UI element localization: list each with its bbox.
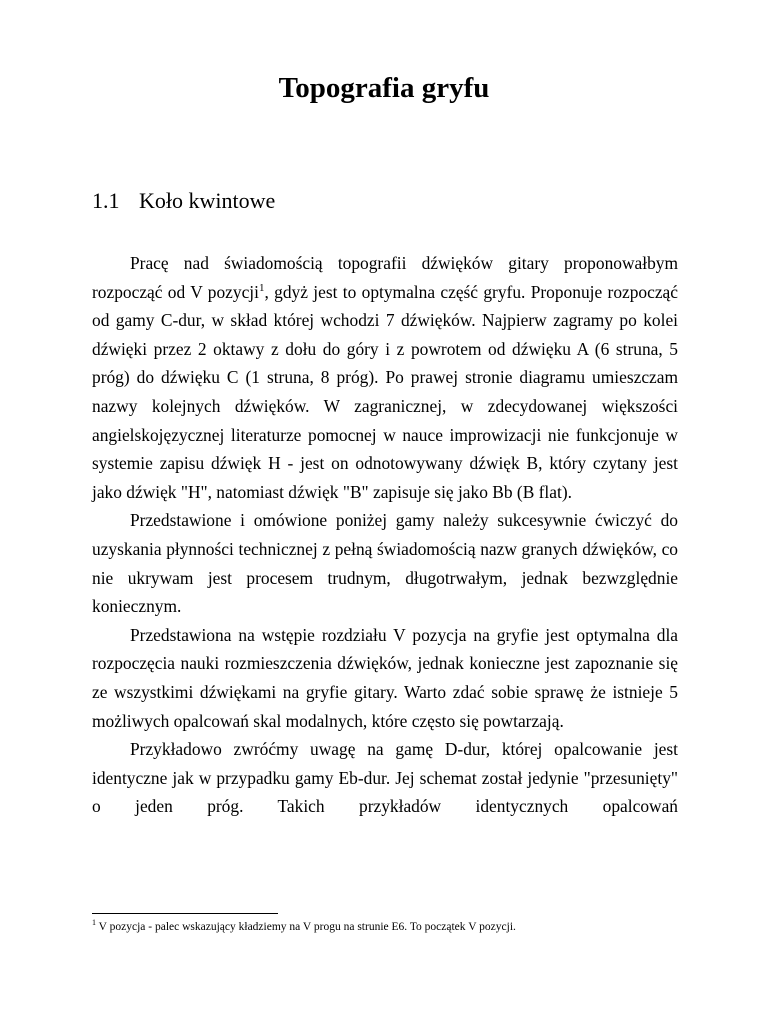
footnote-reference[interactable]: 1 bbox=[258, 281, 265, 294]
body-text bbox=[92, 249, 678, 821]
footnote-marker: 1 bbox=[92, 918, 96, 928]
paragraph-3: Przedstawiona na wstępie rozdziału V pozycja na gryfie jest optymalna dla rozpoczęcia nauki rozmieszczenia dźwięków, jednak konieczne jest zapoznanie się ze wszystkimi dźwiękami na gryfie gitary. Warto zdać sobie sprawę że istnieje 5 możliwych opalcowań skal modalnych, które często się powtarzają. bbox=[92, 624, 678, 731]
paragraph-1 bbox=[92, 249, 678, 506]
section-title: Koło kwintowe bbox=[139, 188, 276, 213]
footnote bbox=[92, 920, 692, 935]
section-number: 1.1 bbox=[92, 188, 120, 213]
footnote-separator bbox=[92, 913, 278, 914]
page-title: Topografia gryfu bbox=[278, 72, 490, 104]
paragraph-2: Przedstawione i omówione poniżej gamy należy sukcesywnie ćwiczyć do uzyskania płynności technicznej z pełną świadomością nazw granych dźwięków, co nie ukrywam jest procesem trudnym, długotrwałym, jednak bezwzględnie koniecznym. bbox=[92, 510, 678, 617]
paragraph-1-text-a: Pracę nad świadomością topografii dźwięków gitary proponowałbym rozpocząć od V pozycji bbox=[92, 253, 678, 302]
footnote-text: V pozycja - palec wskazujący kładziemy na V progu na strunie E6. To początek V pozycji. bbox=[96, 921, 516, 933]
paragraph-4: Przykładowo zwróćmy uwagę na gamę D-dur, której opalcowanie jest identyczne jak w przypadku gamy Eb-dur. Jej schemat został jedynie "przesunięty" o jeden próg. Takich przykładów identycznych opalcowań bbox=[92, 739, 678, 817]
paragraph-1-text-b: , gdyż jest to optymalna część gryfu. Proponuje rozpocząć od gamy C-dur, w skład której wchodzi 7 dźwięków. Najpierw zagramy po kolei dźwięki przez 2 oktawy z dołu do góry i z powrotem od dźwięku A (6 struna, 5 próg) do dźwięku C (1 struna, 8 próg). Po prawej stronie diagramu umieszczam nazwy kolejnych dźwięków. W zagranicznej, w zdecydowanej większości angielskojęzycznej literaturze pomocnej w nauce improwizacji nie funkcjonuje w systemie zapisu dźwięk H - jest on odnotowywany dźwięk B, który czytany jest jako dźwięk "H", natomiast dźwięk "B" zapisuje się jako Bb (B flat). bbox=[92, 281, 678, 502]
section-heading bbox=[92, 187, 275, 215]
